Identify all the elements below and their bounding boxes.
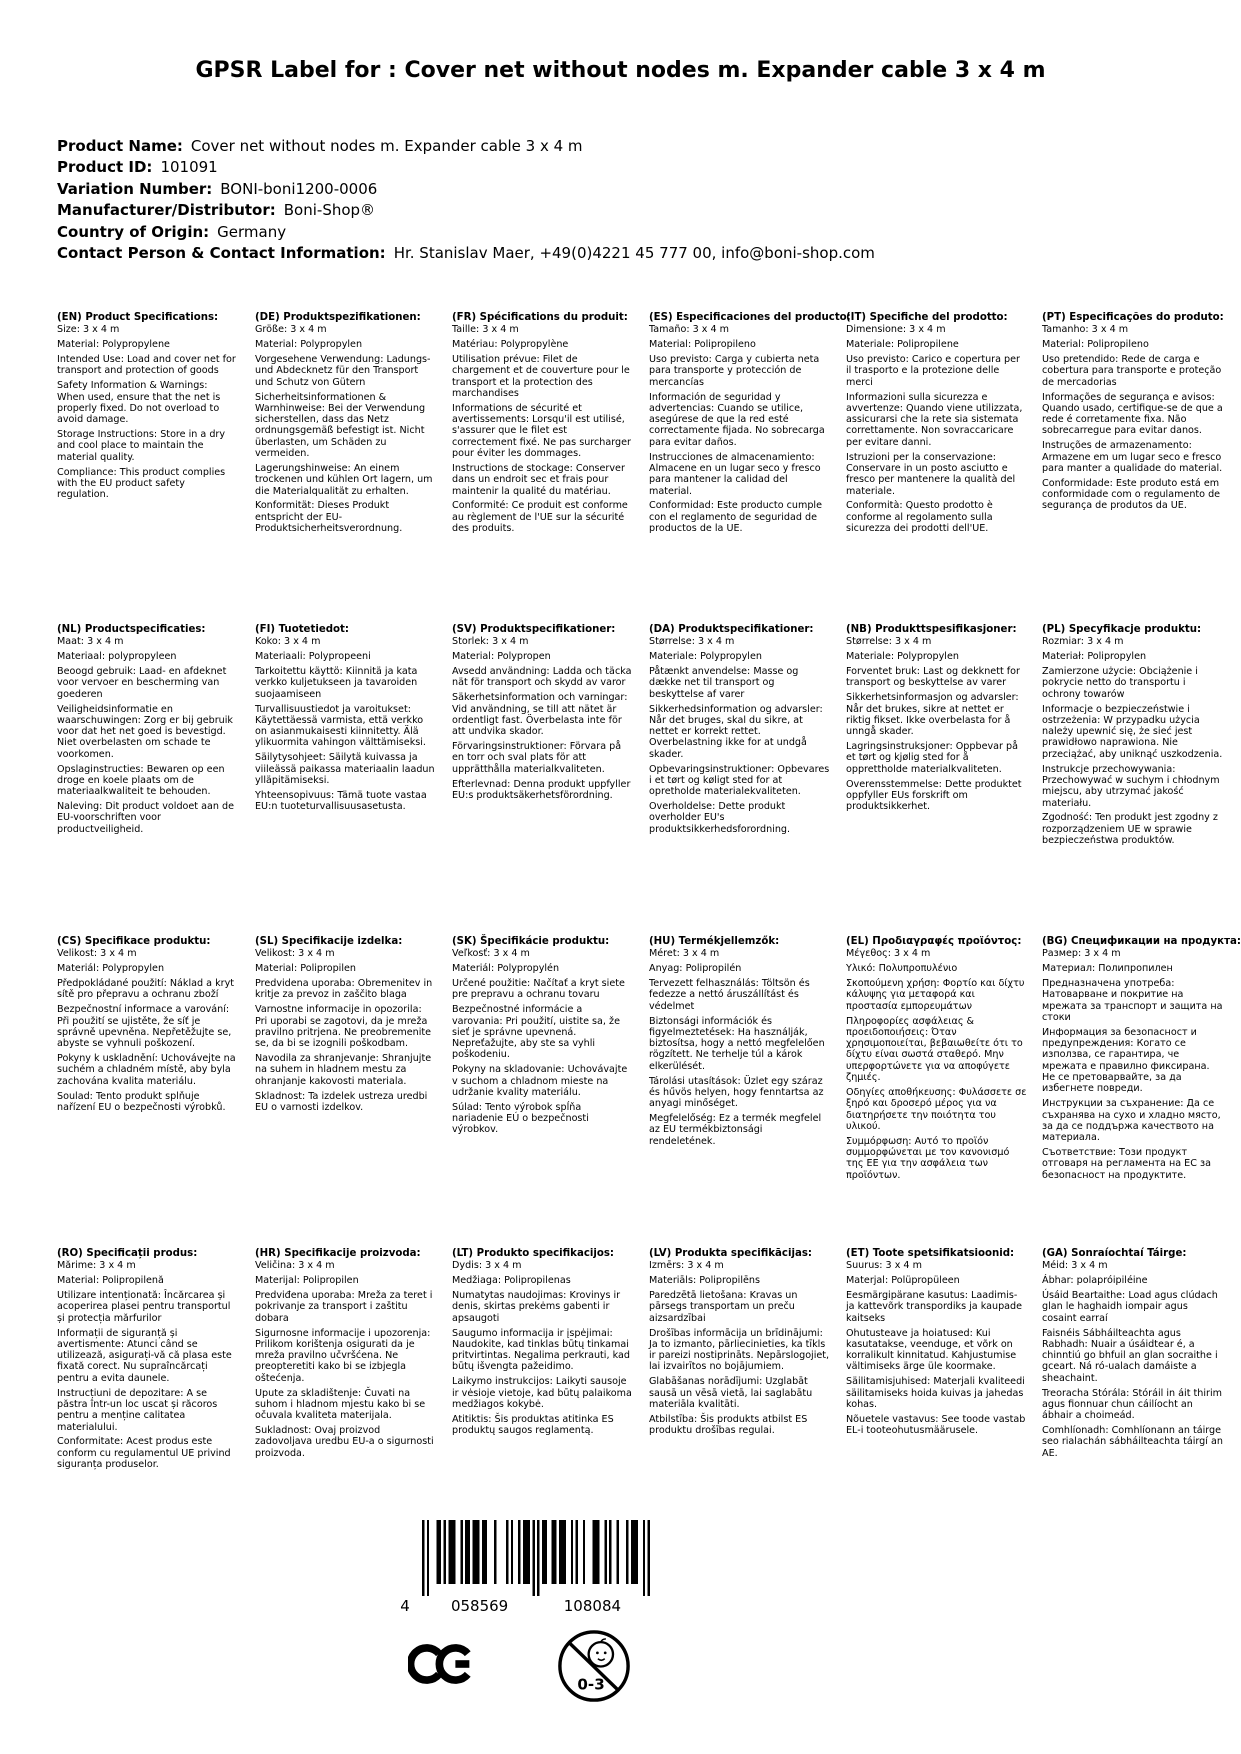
spec-paragraph: Materiaal: polypropyleen [57,651,177,663]
info-value: 101091 [160,158,218,177]
spec-paragraph: Veľkosť: 3 x 4 m [452,948,530,960]
page-title: GPSR Label for : Cover net without nodes m. Expander cable 3 x 4 m [195,58,1046,83]
spec-paragraph: Instrucciones de almacenamiento: Almacene en un lugar seco y fresco para mantener la calidad del material. [649,451,821,497]
info-value: Hr. Stanislav Maer, +49(0)4221 45 777 00, info@boni-shop.com [393,244,875,263]
spec-paragraph: Πληροφορίες ασφάλειας & προειδοποιήσεις: Όταν χρησιμοποιείται, βεβαιωθείτε ότι το δίχτυ είναι σωστά σταθερό. Μην υπερφορτώνετε για να αποφύγετε ζημιές. [846,1015,1023,1084]
lang-header: (HU) Termékjellemzők: [649,936,780,947]
spec-paragraph: Säkerhetsinformation och varningar: Vid användning, se till att nätet är ordentligt fast. Överbelasta inte för att undvika skador. [452,692,628,738]
lang-section-hu [649,936,830,1151]
spec-paragraph: Tamanho: 3 x 4 m [1042,324,1129,336]
spec-paragraph: Instrucțiuni de depozitare: A se păstra într-un loc uscat și răcoros pentru a menține calitatea materialului. [57,1387,218,1433]
lang-header: (IT) Specifiche del prodotto: [846,312,1008,323]
lang-header: (FI) Tuotetiedot: [255,624,349,635]
spec-paragraph: Atbilstība: Šis produkts atbilst ES produktu drošības regulai. [649,1413,808,1437]
spec-paragraph: Οδηγίες αποθήκευσης: Φυλάσσετε σε ξηρό και δροσερό μέρος για να διατηρήσετε την ποιότητα του υλικού. [846,1086,1027,1132]
spec-paragraph: Materiał: Polipropylen [1042,651,1147,663]
spec-paragraph: Laikymo instrukcijos: Laikyti sausoje ir vėsioje vietoje, kad būtų palaikoma medžiagos kokybė. [452,1376,632,1410]
spec-paragraph: Treoracha Stórála: Stóráil in áit thirim agus fionnuar chun cáilíocht an ábhair a choimeád. [1042,1387,1222,1422]
spec-paragraph: Skladnost: Ta izdelek ustreza uredbi EU o varnosti izdelkov. [255,1090,428,1113]
product-info-row [57,136,875,157]
spec-paragraph: Инструкции за съхранение: Да се съхранява на сухо и хладно място, за да се поддържа качеството на материала. [1042,1098,1221,1144]
lang-header: (NL) Productspecificaties: [57,624,206,635]
spec-paragraph: Koko: 3 x 4 m [255,636,321,648]
spec-paragraph: Comhlíonadh: Comhlíonann an táirge seo rialachán sábháilteachta táirgí an AE. [1042,1425,1223,1459]
spec-paragraph: Efterlevnad: Denna produkt uppfyller EU:s produktsäkerhetsförordning. [452,778,631,801]
spec-paragraph: Conformidad: Este producto cumple con el reglamento de seguridad de productos de la UE. [649,500,822,535]
spec-paragraph: Sukladnost: Ovaj proizvod zadovoljava uredbu EU-a o sigurnosti proizvoda. [255,1425,434,1459]
lang-section-de [255,312,436,538]
spec-paragraph: Material: Polypropen [452,651,551,663]
spec-paragraph: Påtænkt anvendelse: Masse og dække net til transport og beskyttelse af varer [649,666,799,700]
info-value: BONI-boni1200-0006 [220,179,378,198]
spec-paragraph: Lagerungshinweise: An einem trockenen und kühlen Ort lagern, um die Materialqualität zu erhalten. [255,462,433,497]
spec-paragraph: Safety Information & Warnings: When used, ensure that the net is properly fixed. Do not overload to avoid damage. [57,380,221,426]
lang-section-hr [255,1248,436,1463]
spec-paragraph: Istruzioni per la conservazione: Conservare in un posto asciutto e fresco per mantenere la qualità del materiale. [846,451,1016,497]
spec-paragraph: Σκοπούμενη χρήση: Φορτίο και δίχτυ κάλυψης για μεταφορά και προστασία εμπορευμάτων [846,978,1025,1012]
spec-paragraph: Numatytas naudojimas: Krovinys ir denis, skirtas prekėms gabenti ir apsaugoti [452,1290,621,1324]
lang-header: (RO) Specificații produs: [57,1248,198,1259]
product-info-row [57,243,875,264]
spec-paragraph: Instruções de armazenamento: Armazene em um lugar seco e fresco para manter a qualidade do material. [1042,440,1223,474]
lang-header: (ES) Especificaciones del producto: [649,312,851,323]
spec-paragraph: Saugumo informacija ir įspėjimai: Naudokite, kad tinklas būtų tinkamai pritvirtintas. Negalima perkrauti, kad būtų išvengta pažeidimo. [452,1327,630,1373]
spec-paragraph: Sicherheitsinformationen & Warnhinweise: Bei der Verwendung sicherstellen, dass das Netz ordnungsgemäß befestigt ist. Nicht überlasten, um Schäden zu vermeiden. [255,391,426,460]
product-info-row [57,200,875,221]
spec-paragraph: Instructions de stockage: Conserver dans un endroit sec et frais pour maintenir la qualité du matériau. [452,462,625,497]
spec-paragraph: Mărime: 3 x 4 m [57,1260,136,1272]
spec-paragraph: Bezpečnostní informace a varování: Při použití se ujistěte, že síť je správně upevněna. Nepřetěžujte se, abyste se vyhnuli poškození. [57,1004,232,1050]
spec-paragraph: Varnostne informacije in opozorila: Pri uporabi se zagotovi, da je mreža pravilno pritrjena. Ne preobremenite se, da bi se izognili poškodbam. [255,1004,432,1050]
spec-paragraph: Opslaginstructies: Bewaren op een droge en koele plaats om de materiaalkwaliteit te behouden. [57,763,225,798]
spec-paragraph: Størrelse: 3 x 4 m [846,636,932,648]
spec-paragraph: Vorgesehene Verwendung: Ladungs- und Abdecknetz für den Transport und Schutz von Gütern [255,354,431,388]
spec-paragraph: Overensstemmelse: Dette produktet oppfyller EUs forskrift om produktsikkerhet. [846,778,1022,813]
spec-paragraph: Informacje o bezpieczeństwie i ostrzeżenia: W przypadku użycia należy upewnić się, że sieć jest prawidłowo naprawiona. Nie przeciążać, aby uniknąć uszkodzenia. [1042,703,1223,760]
lang-section-sl [255,936,436,1117]
spec-paragraph: Faisnéis Sábháilteachta agus Rabhadh: Nuair a úsáidtear é, a chinntiú go bhfuil an glan socraithe i gceart. Ná ró-ualach damáiste a sheachaint. [1042,1327,1218,1384]
spec-paragraph: Úsáid Beartaithe: Load agus clúdach glan le haghaidh iompair agus cosaint earraí [1042,1290,1218,1324]
info-value: Germany [217,222,287,241]
info-value: Boni-Shop® [283,201,376,220]
spec-paragraph: Velikost: 3 x 4 m [255,948,335,960]
ean-barcode [392,1520,662,1614]
lang-header: (LT) Produkto specifikacijos: [452,1248,614,1259]
spec-paragraph: Intended Use: Load and cover net for transport and protection of goods [57,354,236,377]
spec-paragraph: Méret: 3 x 4 m [649,948,720,960]
spec-paragraph: Predviđena uporaba: Mreža za teret i pokrivanje za transport i zaštitu dobara [255,1290,433,1324]
spec-paragraph: Zamierzone użycie: Obciążenie i pokrycie netto do transportu i ochrony towarów [1042,666,1198,700]
spec-paragraph: Información de seguridad y advertencias: Cuando se utilice, asegúrese de que la red esté correctamente fijada. No sobrecarga para evitar daños. [649,391,825,448]
spec-paragraph: Größe: 3 x 4 m [255,324,327,336]
spec-paragraph: Drošības informācija un brīdinājumi: Ja to izmanto, pārliecinieties, ka tīkls ir pareizi nostiprināts. Nepārslogojiet, lai izvairītos no bojājumiem. [649,1327,830,1373]
spec-paragraph: Tarkoitettu käyttö: Kiinnitä ja kata verkko kuljetukseen ja tavaroiden suojaamiseen [255,666,418,700]
lang-header: (CS) Specifikace produktu: [57,936,211,947]
spec-paragraph: Předpokládané použití: Náklad a kryt sítě pro přepravu a ochranu zboží [57,978,235,1001]
lang-section-sv [452,624,633,805]
spec-paragraph: Súlad: Tento výrobok spĺňa nariadenie EÚ o bezpečnosti výrobkov. [452,1101,589,1136]
spec-paragraph: Beoogd gebruik: Laad- en afdeknet voor vervoer en bescherming van goederen [57,666,227,700]
lang-header: (FR) Spécifications du produit: [452,312,628,323]
spec-paragraph: Materiaali: Polypropeeni [255,651,371,663]
spec-paragraph: Izmērs: 3 x 4 m [649,1260,724,1272]
spec-paragraph: Rozmiar: 3 x 4 m [1042,636,1124,648]
spec-paragraph: Materiale: Polypropylen [649,651,762,663]
lang-section-fr [452,312,633,538]
spec-paragraph: Bezpečnostné informácie a varovania: Pri použití, uistite sa, že sieť je správne upevnená. Nepreťažujte, aby ste sa vyhli poškodeniu. [452,1004,620,1061]
lang-section-pl [1042,624,1223,850]
spec-paragraph: Anyag: Polipropilén [649,963,742,975]
spec-paragraph: Storage Instructions: Store in a dry and cool place to maintain the material quality. [57,429,226,463]
age-warning-icon [556,1628,632,1704]
spec-paragraph: Méid: 3 x 4 m [1042,1260,1108,1272]
spec-paragraph: Materijal: Polipropilen [255,1275,359,1287]
lang-header: (BG) Спецификации на продукта: [1042,936,1241,947]
spec-paragraph: Eesmärgipärane kasutus: Laadimis- ja kattevõrk transpordiks ja kaupade kaitseks [846,1290,1023,1324]
spec-paragraph: Instrukcje przechowywania: Przechowywać w suchym i chłodnym miejscu, aby utrzymać jakość materiału. [1042,763,1220,809]
lang-section-pt [1042,312,1223,515]
lang-section-et [846,1248,1027,1440]
spec-paragraph: Предназначена употреба: Натоварване и покритие на мрежата за транспорт и защита на стоки [1042,978,1223,1023]
spec-paragraph: Utilizare intenționată: Încărcarea și acoperirea plasei pentru transportul și protecția mărfurilor [57,1290,231,1324]
spec-paragraph: Size: 3 x 4 m [57,324,120,336]
lang-header: (GA) Sonraíochtaí Táirge: [1042,1248,1187,1259]
spec-paragraph: Tervezett felhasználás: Töltsön és fedezze a nettó áruszállítást és védelmet [649,978,810,1012]
spec-paragraph: Predvidena uporaba: Obremenitev in kritje za prevoz in zaščito blaga [255,978,433,1001]
spec-paragraph: Velikost: 3 x 4 m [57,948,137,960]
info-label: Manufacturer/Distributor: [57,201,276,220]
spec-paragraph: Dimensione: 3 x 4 m [846,324,946,336]
lang-section-en [57,312,238,504]
spec-paragraph: Sikkerhetsinformasjon og advarsler: Når det brukes, sikre at nettet er riktig fikset. Ikke overbelasta for å unngå skader. [846,692,1019,738]
spec-paragraph: Tamaño: 3 x 4 m [649,324,729,336]
lang-section-ro [57,1248,238,1474]
spec-paragraph: Material: Polipropilen [255,963,356,975]
lang-section-fi [255,624,436,816]
spec-paragraph: Sigurnosne informacije i upozorenja: Prilikom korištenja osigurati da je mreža pravilno učvršćena. Ne preopteretiti kako bi se izbjegla oštećenja. [255,1327,431,1384]
lang-header: (DA) Produktspecifikationer: [649,624,814,635]
age-range-text: 0-3 [577,1675,605,1694]
spec-paragraph: Conformità: Questo prodotto è conforme al regolamento sulla sicurezza dei prodotti dell'UE. [846,500,993,535]
spec-paragraph: Informazioni sulla sicurezza e avvertenze: Quando viene utilizzata, assicurarsi che la rete sia sistemata correttamente. Non sovraccaricare per evitare danni. [846,391,1023,448]
spec-paragraph: Förvaringsinstruktioner: Förvara på en torr och sval plats för att upprätthålla materialkvaliteten. [452,741,622,775]
lang-header: (DE) Produktspezifikationen: [255,312,421,323]
lang-header: (ET) Toote spetsifikatsioonid: [846,1248,1015,1259]
spec-paragraph: Uso pretendido: Rede de carga e cobertura para transporte e proteção de mercadorias [1042,354,1222,388]
spec-paragraph: Material: Polypropylen [255,339,363,351]
spec-paragraph: Matériau: Polypropylène [452,339,569,351]
barcode-digits-left: 058569 [450,1597,509,1614]
spec-paragraph: Atitiktis: Šis produktas atitinka ES produktų saugos reglamentą. [452,1413,614,1437]
spec-paragraph: Storlek: 3 x 4 m [452,636,529,648]
spec-paragraph: Conformitate: Acest produs este conform cu regulamentul UE privind siguranța produselor. [57,1436,231,1471]
spec-paragraph: Nõuetele vastavus: See toode vastab EL-i tooteohutusmäärusele. [846,1413,1026,1437]
spec-paragraph: Informations de sécurité et avertissements: Lorsqu'il est utilisé, s'assurer que le filet est correctement fixé. Ne pas surcharger pour éviter les dommages. [452,402,631,460]
spec-paragraph: Materiál: Polypropylén [452,963,560,975]
spec-paragraph: Určené použitie: Načítať a kryt siete pre prepravu a ochranu tovaru [452,978,625,1001]
ce-mark-icon [408,1642,474,1686]
spec-paragraph: Soulad: Tento produkt splňuje nařízení EU o bezpečnosti výrobků. [57,1090,226,1113]
spec-paragraph: Conformidade: Este produto está em conformidade com o regulamento de segurança de produtos da UE. [1042,477,1221,512]
lang-header: (NB) Produkttspesifikasjoner: [846,624,1017,635]
spec-paragraph: Utilisation prévue: Filet de chargement et de couverture pour le transport et la protection des marchandises [452,354,630,399]
lang-section-da [649,624,830,839]
lang-section-sk [452,936,633,1139]
lang-section-it [846,312,1027,538]
spec-paragraph: Tárolási utasítások: Üzlet egy száraz és hűvös helyen, hogy fenntartsa az anyagi minőséget. [649,1075,824,1110]
spec-paragraph: Medžiaga: Polipropilenas [452,1275,571,1287]
spec-paragraph: Μέγεθος: 3 x 4 m [846,948,931,960]
spec-paragraph: Størrelse: 3 x 4 m [649,636,735,648]
spec-paragraph: Sikkerhedsinformation og advarsler: Når det bruges, skal du sikre, at nettet er korrekt rettet. Overbelastning ikke for at undgå skader. [649,703,823,760]
product-info-block [57,136,875,264]
lang-header: (LV) Produkta specifikācijas: [649,1248,812,1259]
product-info-row [57,222,875,243]
spec-paragraph: Materiale: Polipropilene [846,339,959,351]
lang-section-cs [57,936,238,1117]
spec-paragraph: Glabāšanas norādījumi: Uzglabāt sausā un vēsā vietā, lai saglabātu materiāla kvalitāti. [649,1376,813,1410]
lang-section-el [846,936,1027,1185]
spec-paragraph: Paredzētā lietošana: Kravas un pārsegs transportam un preču aizsardzībai [649,1290,798,1324]
spec-paragraph: Materjal: Polüpropüleen [846,1275,960,1287]
spec-paragraph: Overholdelse: Dette produkt overholder EU's produktsikkerhedsforordning. [649,801,791,835]
spec-paragraph: Forventet bruk: Last og dekknett for transport og beskyttelse av varer [846,666,1020,689]
spec-paragraph: Materiāls: Polipropilēns [649,1275,760,1287]
spec-paragraph: Uso previsto: Carga y cubierta neta para transporte y protección de mercancías [649,354,820,388]
spec-paragraph: Zgodność: Ten produkt jest zgodny z rozporządzeniem UE w sprawie bezpieczeństwa produktów. [1042,812,1218,847]
spec-paragraph: Информация за безопасност и предупреждения: Когато се използва, се гарантира, че мрежата е правилно фиксирана. Не се претоварвайте, за да избегнете повреди. [1042,1026,1210,1095]
spec-paragraph: Avsedd användning: Ladda och täcka nät för transport och skydd av varor [452,666,632,689]
spec-paragraph: Veličina: 3 x 4 m [255,1260,335,1272]
spec-paragraph: Säilytysohjeet: Säilytä kuivassa ja viileässä paikassa materiaalin laadun ylläpitämiseksi. [255,752,435,786]
spec-paragraph: Размер: 3 x 4 m [1042,948,1121,960]
spec-paragraph: Pokyny k uskladnění: Uchovávejte na suchém a chladném místě, aby byla zachována kvalita materiálu. [57,1053,236,1087]
lang-header: (HR) Specifikacije proizvoda: [255,1248,421,1259]
product-info-row [57,157,875,178]
spec-paragraph: Съответствие: Този продукт отговаря на регламента на ЕС за безопасност на продуктите. [1042,1147,1211,1181]
product-info-row [57,179,875,200]
spec-paragraph: Материал: Полипропилен [1042,963,1173,975]
spec-paragraph: Material: Polipropilenă [57,1275,164,1287]
spec-paragraph: Taille: 3 x 4 m [452,324,519,336]
info-label: Product Name: [57,137,183,155]
spec-paragraph: Konformität: Dieses Produkt entspricht der EU-Produktsicherheitsverordnung. [255,500,403,535]
spec-paragraph: Navodila za shranjevanje: Shranjujte na suhem in hladnem mestu za ohranjanje kakovosti materiala. [255,1053,432,1087]
spec-paragraph: Informações de segurança e avisos: Quando usado, certifique-se de que a rede é corretamente fixa. Não sobrecarregue para evitar danos. [1042,391,1223,437]
info-label: Country of Origin: [57,222,210,241]
lang-section-es [649,312,851,538]
lang-section-bg [1042,936,1241,1185]
spec-paragraph: Ábhar: polapróipiléine [1042,1275,1148,1287]
spec-paragraph: Säilitamisjuhised: Materjali kvaliteedi säilitamiseks hoida kuivas ja jahedas kohas. [846,1376,1025,1410]
spec-paragraph: Biztonsági információk és figyelmeztetések: Ha használják, biztosítsa, hogy a nettó megfelelően rögzített. Ne terhelje túl a károk elkerülését. [649,1015,825,1072]
lang-section-ga [1042,1248,1223,1463]
spec-paragraph: Naleving: Dit product voldoet aan de EU-voorschriften voor productveiligheid. [57,801,234,835]
spec-paragraph: Pokyny na skladovanie: Uchovávajte v suchom a chladnom mieste na udržanie kvality materiálu. [452,1064,628,1098]
lang-section-nl [57,624,238,839]
lang-header: (SV) Produktspecifikationer: [452,624,616,635]
spec-paragraph: Material: Polipropileno [649,339,756,351]
lang-header: (EN) Product Specifications: [57,312,219,323]
spec-paragraph: Materiale: Polypropylen [846,651,959,663]
lang-section-nb [846,624,1027,816]
spec-paragraph: Upute za skladištenje: Čuvati na suhom i hladnom mjestu kako bi se očuvala kvaliteta materijala. [255,1387,426,1422]
spec-paragraph: Suurus: 3 x 4 m [846,1260,922,1272]
spec-paragraph: Turvallisuustiedot ja varoitukset: Käytettäessä varmista, että verkko on asianmukaisesti kiinnitetty. Älä ylikuormita vahingon välttämiseksi. [255,703,426,749]
spec-paragraph: Materiál: Polypropylen [57,963,165,975]
info-label: Variation Number: [57,179,213,198]
lang-header: (EL) Προδιαγραφές προϊόντος: [846,936,1022,947]
barcode-digit-first: 4 [400,1597,410,1614]
lang-header: (SL) Specifikacije izdelka: [255,936,403,947]
lang-section-lt [452,1248,633,1440]
spec-paragraph: Compliance: This product complies with the EU product safety regulation. [57,466,226,501]
info-label: Product ID: [57,158,153,177]
info-label: Contact Person & Contact Information: [57,244,386,263]
spec-paragraph: Yhteensopivuus: Tämä tuote vastaa EU:n tuoteturvallisuusasetusta. [255,789,427,813]
spec-paragraph: Material: Polypropylene [57,339,170,351]
spec-paragraph: Opbevaringsinstruktioner: Opbevares i et tørt og køligt sted for at opretholde materialekvaliteten. [649,763,830,798]
spec-paragraph: Conformité: Ce produit est conforme au règlement de l'UE sur la sécurité des produits. [452,500,628,535]
spec-paragraph: Maat: 3 x 4 m [57,636,124,648]
info-value: Cover net without nodes m. Expander cable 3 x 4 m [190,137,583,155]
spec-paragraph: Συμμόρφωση: Αυτό το προϊόν συμμορφώνεται με τον κανονισμό της ΕΕ για την ασφάλεια των προϊόντων. [846,1135,1010,1181]
lang-header: (SK) Špecifikácie produktu: [452,936,610,947]
spec-paragraph: Υλικό: Πολυπροπυλένιο [846,963,958,975]
lang-header: (PT) Especificações do produto: [1042,312,1224,323]
barcode-digits-right: 108084 [563,1597,622,1614]
spec-paragraph: Dydis: 3 x 4 m [452,1260,522,1272]
spec-paragraph: Material: Polipropileno [1042,339,1149,351]
spec-paragraph: Informații de siguranță și avertismente: Atunci când se utilizează, asigurați-vă că plasa este fixată corect. Nu supraîncărcați pentru a evita daunele. [57,1327,232,1384]
spec-paragraph: Uso previsto: Carico e copertura per il trasporto e la protezione delle merci [846,354,1020,388]
spec-paragraph: Ohutusteave ja hoiatused: Kui kasutatakse, veenduge, et võrk on korralikult kinnitatud. Kahjustumise vältimiseks ärge üle koormake. [846,1327,1017,1373]
spec-paragraph: Veiligheidsinformatie en waarschuwingen: Zorg er bij gebruik voor dat het net goed is bevestigd. Niet overbelasten om schade te voorkomen. [57,703,233,760]
spec-paragraph: Megfelelőség: Ez a termék megfelel az EU termékbiztonsági rendeletének. [649,1113,822,1147]
lang-header: (PL) Specyfikacje produktu: [1042,624,1202,635]
lang-section-lv [649,1248,830,1440]
spec-paragraph: Lagringsinstruksjoner: Oppbevar på et tørt og kjølig sted for å opprettholde materialkvaliteten. [846,741,1018,775]
